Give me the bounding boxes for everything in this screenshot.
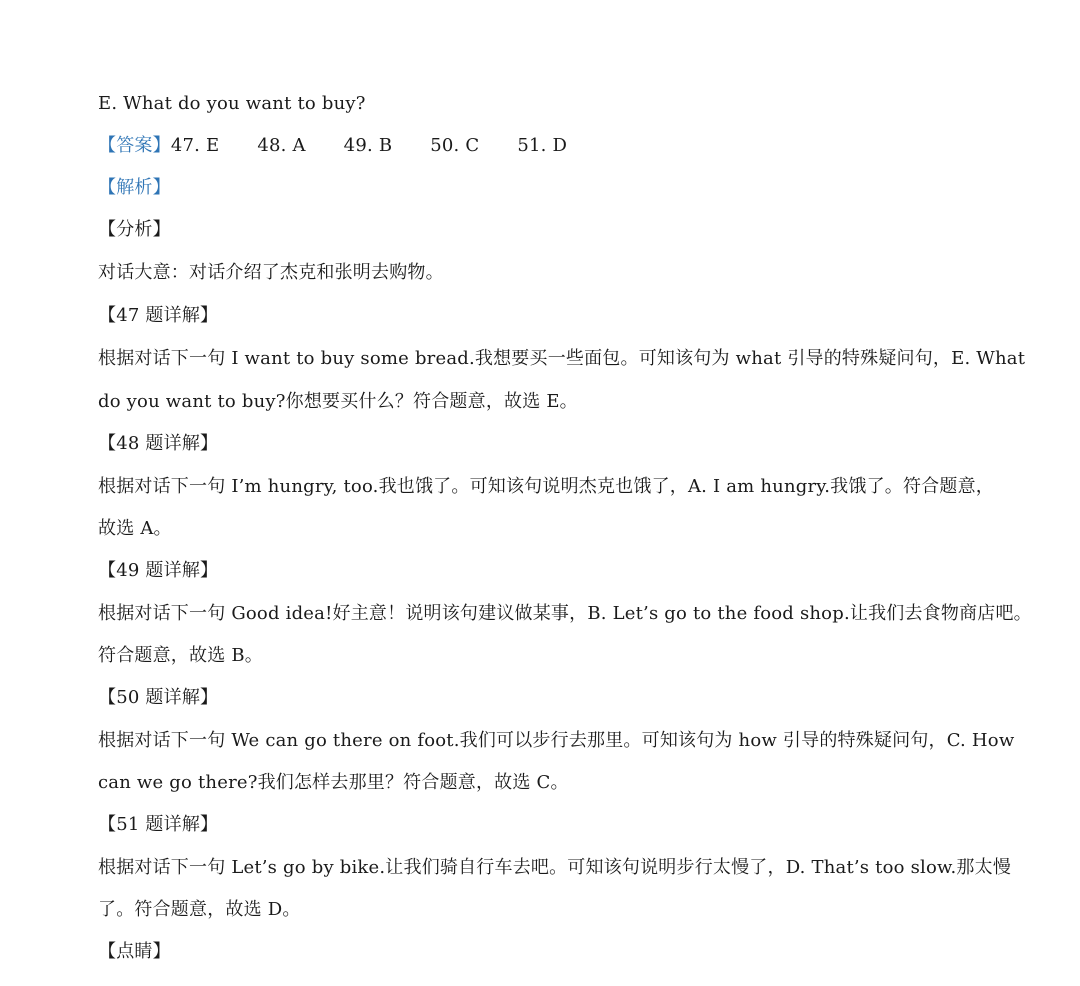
q50-line-1: 根据对话下一句 We can go there on foot.我们可以步行去那里。可知该句为 how 引导的特殊疑问句，C. How xyxy=(98,730,1015,751)
answer-item: 51. D xyxy=(517,135,568,156)
q51-line-2: 了。符合题意，故选 D。 xyxy=(98,899,301,920)
analysis-label: 【解析】 xyxy=(98,177,171,198)
q50-heading: 【50 题详解】 xyxy=(98,687,219,708)
answer-label: 【答案】 xyxy=(98,135,171,156)
summary-text: 对话大意：对话介绍了杰克和张明去购物。 xyxy=(98,262,444,283)
q49-heading: 【49 题详解】 xyxy=(98,560,219,581)
q47-heading: 【47 题详解】 xyxy=(98,305,219,326)
q48-heading: 【48 题详解】 xyxy=(98,433,219,454)
q47-line-2: do you want to buy?你想要买什么？符合题意，故选 E。 xyxy=(98,391,578,412)
answer-item: 50. C xyxy=(430,135,480,156)
q49-line-1: 根据对话下一句 Good idea!好主意！说明该句建议做某事，B. Let’s go to the food shop.让我们去食物商店吧。 xyxy=(98,603,1032,624)
q48-line-1: 根据对话下一句 I’m hungry, too.我也饿了。可知该句说明杰克也饿了，A. I am hungry.我饿了。符合题意， xyxy=(98,476,994,497)
answer-row xyxy=(98,133,988,159)
answer-item: 48. A xyxy=(257,135,306,156)
q48-line-2: 故选 A。 xyxy=(98,518,172,539)
answer-item: 49. B xyxy=(343,135,393,156)
q51-heading: 【51 题详解】 xyxy=(98,814,219,835)
q49-line-2: 符合题意，故选 B。 xyxy=(98,645,263,666)
q47-line-1: 根据对话下一句 I want to buy some bread.我想要买一些面包。可知该句为 what 引导的特殊疑问句，E. What xyxy=(98,348,1026,369)
dianjing-label: 【点睛】 xyxy=(98,941,171,962)
q51-line-1: 根据对话下一句 Let’s go by bike.让我们骑自行车去吧。可知该句说明步行太慢了，D. That’s too slow.那太慢 xyxy=(98,857,1012,878)
q50-line-2: can we go there?我们怎样去那里？符合题意，故选 C。 xyxy=(98,772,569,793)
fenxi-label: 【分析】 xyxy=(98,219,171,240)
answer-item: 47. E xyxy=(170,135,220,156)
option-e: E. What do you want to buy? xyxy=(98,93,366,114)
